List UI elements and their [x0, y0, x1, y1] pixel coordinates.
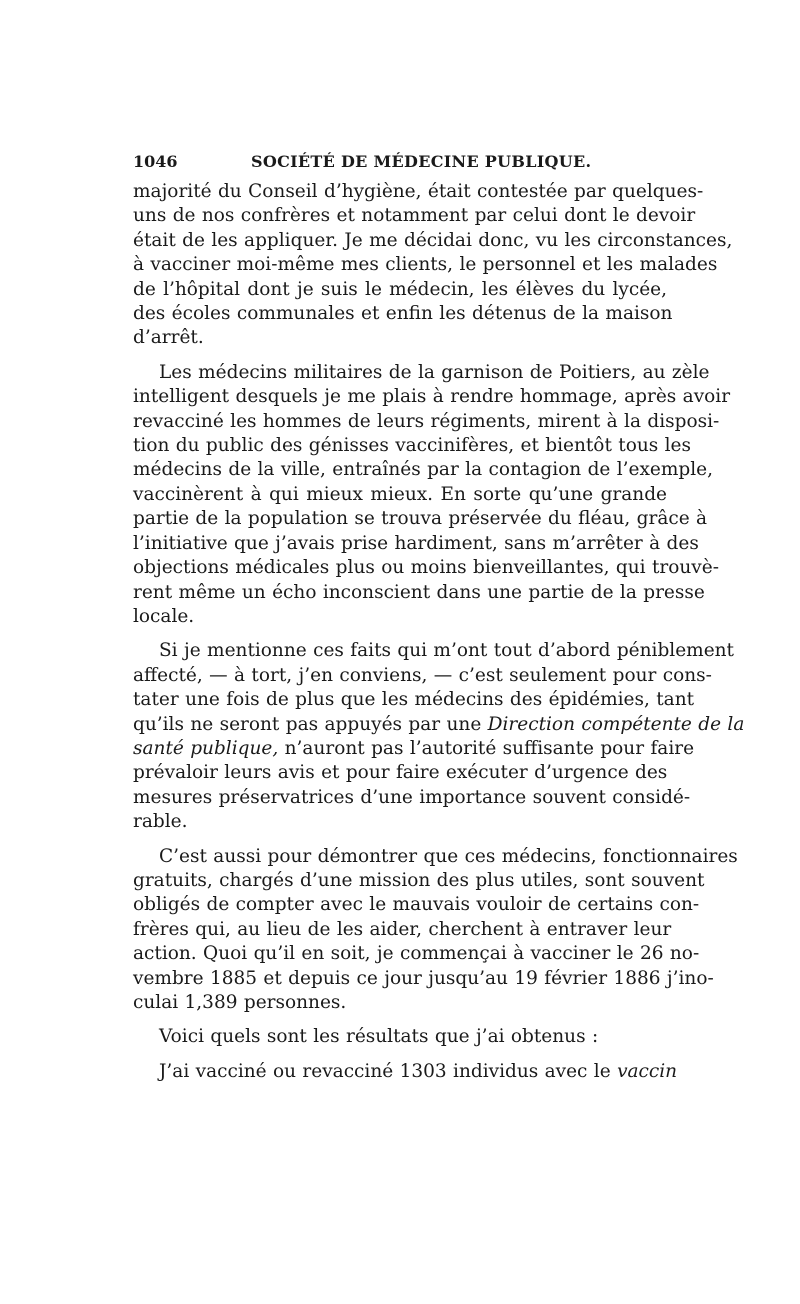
- text-line: tion du public des génisses vaccinifères, et bientôt tous les: [133, 435, 691, 457]
- text-line: rable.: [133, 811, 188, 833]
- text-line: affecté, — à tort, j’en conviens, — c’est seulement pour cons-: [133, 664, 712, 686]
- text-line: prévaloir leurs avis et pour faire exécuter d’urgence des: [133, 762, 668, 784]
- text-line: Si je mentionne ces faits qui m’ont tout d’abord péniblement: [159, 640, 734, 662]
- text-line: locale.: [133, 605, 195, 627]
- page-header: [133, 152, 667, 180]
- text-line: [133, 713, 745, 737]
- text-line: partie de la population se trouva préservée du fléau, grâce à: [133, 508, 708, 530]
- paragraph-2: [133, 361, 731, 629]
- emphasis-text: vaccin: [617, 1060, 678, 1082]
- document-page: [133, 152, 745, 1084]
- text-line: majorité du Conseil d’hygiène, était contestée par quelques-: [133, 181, 704, 202]
- page-number: 1046: [133, 152, 178, 171]
- text-line: C’est aussi pour démontrer que ces médecins, fonctionnaires: [159, 845, 738, 867]
- text-line: objections médicales plus ou moins bienveillantes, qui trouvè-: [133, 557, 719, 579]
- text-line: médecins de la ville, entraînés par la contagion de l’exemple,: [133, 459, 714, 481]
- text-line: Les médecins militaires de la garnison de Poitiers, au zèle: [159, 361, 710, 383]
- text-line: vaccinèrent à qui mieux mieux. En sorte qu’une grande: [133, 483, 667, 505]
- text-line: Voici quels sont les résultats que j’ai obtenus :: [159, 1026, 599, 1048]
- text-line: des écoles communales et enfin les détenus de la maison: [133, 303, 673, 325]
- text-fragment: n’auront pas l’autorité suffisante pour faire: [284, 737, 695, 759]
- text-line: obligés de compter avec le mauvais vouloir de certains con-: [133, 894, 700, 916]
- paragraph-3: [133, 639, 745, 834]
- text-line: mesures préservatrices d’une importance souvent considé-: [133, 786, 691, 808]
- running-title: SOCIÉTÉ DE MÉDECINE PUBLIQUE.: [251, 152, 592, 171]
- paragraph-4: [133, 845, 738, 1016]
- text-line: était de les appliquer. Je me décidai donc, vu les circonstances,: [133, 229, 733, 251]
- text-fragment: J’ai vacciné ou revacciné 1303 individus avec le: [159, 1060, 611, 1082]
- paragraph-1: [133, 180, 733, 351]
- text-line: frères qui, au lieu de les aider, cherchent à entraver leur: [133, 918, 672, 940]
- emphasis-text: santé publique,: [133, 737, 279, 759]
- text-line: intelligent desquels je me plais à rendre hommage, après avoir: [133, 386, 731, 408]
- text-fragment: qu’ils ne seront pas appuyés par une: [133, 713, 482, 735]
- text-line: de l’hôpital dont je suis le médecin, les élèves du lycée,: [133, 278, 667, 300]
- text-line: [133, 737, 695, 761]
- text-line: à vacciner moi-même mes clients, le personnel et les malades: [133, 254, 718, 276]
- text-line: d’arrêt.: [133, 327, 204, 349]
- text-line: culai 1,389 personnes.: [133, 992, 347, 1013]
- text-line: tater une fois de plus que les médecins des épidémies, tant: [133, 689, 695, 711]
- text-line: revacciné les hommes de leurs régiments, mirent à la disposi-: [133, 410, 720, 432]
- paragraph-6: [133, 1060, 678, 1084]
- text-line: l’initiative que j’avais prise hardiment, sans m’arrêter à des: [133, 532, 699, 554]
- paragraph-5: [133, 1025, 667, 1049]
- text-line: vembre 1885 et depuis ce jour jusqu’au 19 février 1886 j’ino-: [133, 967, 714, 989]
- text-line: rent même un écho inconscient dans une partie de la presse: [133, 581, 705, 603]
- text-line: [133, 1060, 678, 1084]
- text-line: gratuits, chargés d’une mission des plus utiles, sont souvent: [133, 869, 705, 891]
- text-line: uns de nos confrères et notamment par celui dont le devoir: [133, 205, 696, 227]
- emphasis-text: Direction compétente de la: [487, 713, 745, 735]
- text-line: action. Quoi qu’il en soit, je commençai à vacciner le 26 no-: [133, 943, 700, 965]
